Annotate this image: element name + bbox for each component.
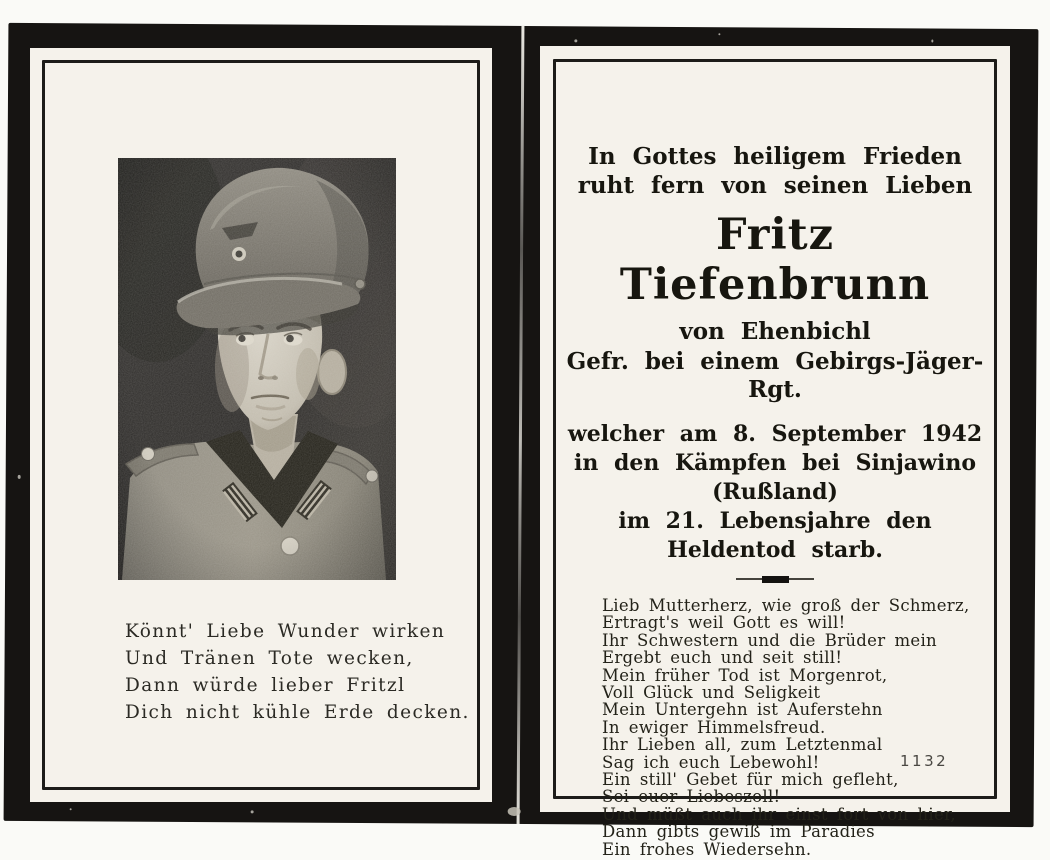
poem-line: Ihr Lieben all, zum Letztenmal bbox=[602, 735, 883, 755]
death-line: welcher am 8. September 1942 bbox=[567, 421, 983, 447]
death-line: in den Kämpfen bei Sinjawino (Rußland) bbox=[573, 450, 976, 505]
memorial-text-block bbox=[556, 46, 994, 858]
poem-line: Und müßt auch ihr einst fort von hier, bbox=[602, 804, 956, 824]
origin-line: von Ehenbichl bbox=[679, 318, 871, 345]
dust-speck bbox=[931, 39, 933, 42]
poem-line: Mein früher Tod ist Morgenrot, bbox=[602, 665, 888, 685]
dust-blob bbox=[508, 807, 521, 816]
poem-line: Ihr Schwestern und die Brüder mein bbox=[602, 630, 937, 650]
poem-line: Sag ich euch Lebewohl! bbox=[602, 752, 820, 772]
poem-line: Ergebt euch und seit still! bbox=[602, 648, 843, 668]
poem-line: Mein Untergehn ist Auferstehn bbox=[602, 700, 883, 720]
dust-speck bbox=[718, 33, 720, 35]
death-lines bbox=[556, 420, 994, 565]
poem-line: Ein still' Gebet für mich gefleht, bbox=[602, 770, 899, 790]
print-number: 1132 bbox=[900, 752, 949, 770]
memorial-poem bbox=[556, 597, 994, 858]
left-panel bbox=[30, 48, 492, 802]
right-panel bbox=[540, 46, 1010, 859]
dust-speck bbox=[574, 39, 577, 42]
verse-line: Dich nicht kühle Erde decken. bbox=[125, 702, 470, 723]
verse-line: Und Tränen Tote wecken, bbox=[125, 648, 414, 669]
poem-line: Ein frohes Wiedersehn. bbox=[602, 839, 812, 859]
poem-line: Sei euer Liebeszoll! bbox=[602, 787, 781, 807]
dust-speck bbox=[70, 808, 72, 810]
poem-line: In ewiger Himmelsfreud. bbox=[602, 717, 826, 737]
dust-speck bbox=[251, 810, 254, 813]
intro-line: In Gottes heiligem Frieden bbox=[588, 143, 962, 170]
poem-line: Ertragt's weil Gott es will! bbox=[602, 613, 846, 633]
deceased-name: Fritz Tiefenbrunn bbox=[619, 210, 931, 310]
rank-line: Gefr. bei einem Gebirgs-Jäger-Rgt. bbox=[566, 348, 984, 403]
poem-line: Voll Glück und Seligkeit bbox=[602, 683, 821, 703]
verse-line: Dann würde lieber Fritzl bbox=[125, 675, 406, 696]
soldier-portrait-photo bbox=[118, 158, 396, 580]
death-line: im 21. Lebensjahre den Heldentod starb. bbox=[618, 508, 932, 563]
intro-line: ruht fern von seinen Lieben bbox=[577, 172, 973, 199]
verse-line: Könnt' Liebe Wunder wirken bbox=[125, 621, 446, 642]
dust-speck bbox=[18, 475, 21, 479]
left-verse bbox=[125, 618, 470, 726]
poem-line: Lieb Mutterherz, wie groß der Schmerz, bbox=[602, 596, 970, 615]
poem-line: Dann gibts gewiß im Paradies bbox=[602, 822, 875, 842]
fold-crease bbox=[517, 26, 524, 824]
divider-rule bbox=[736, 575, 814, 583]
intro-lines bbox=[556, 142, 994, 200]
